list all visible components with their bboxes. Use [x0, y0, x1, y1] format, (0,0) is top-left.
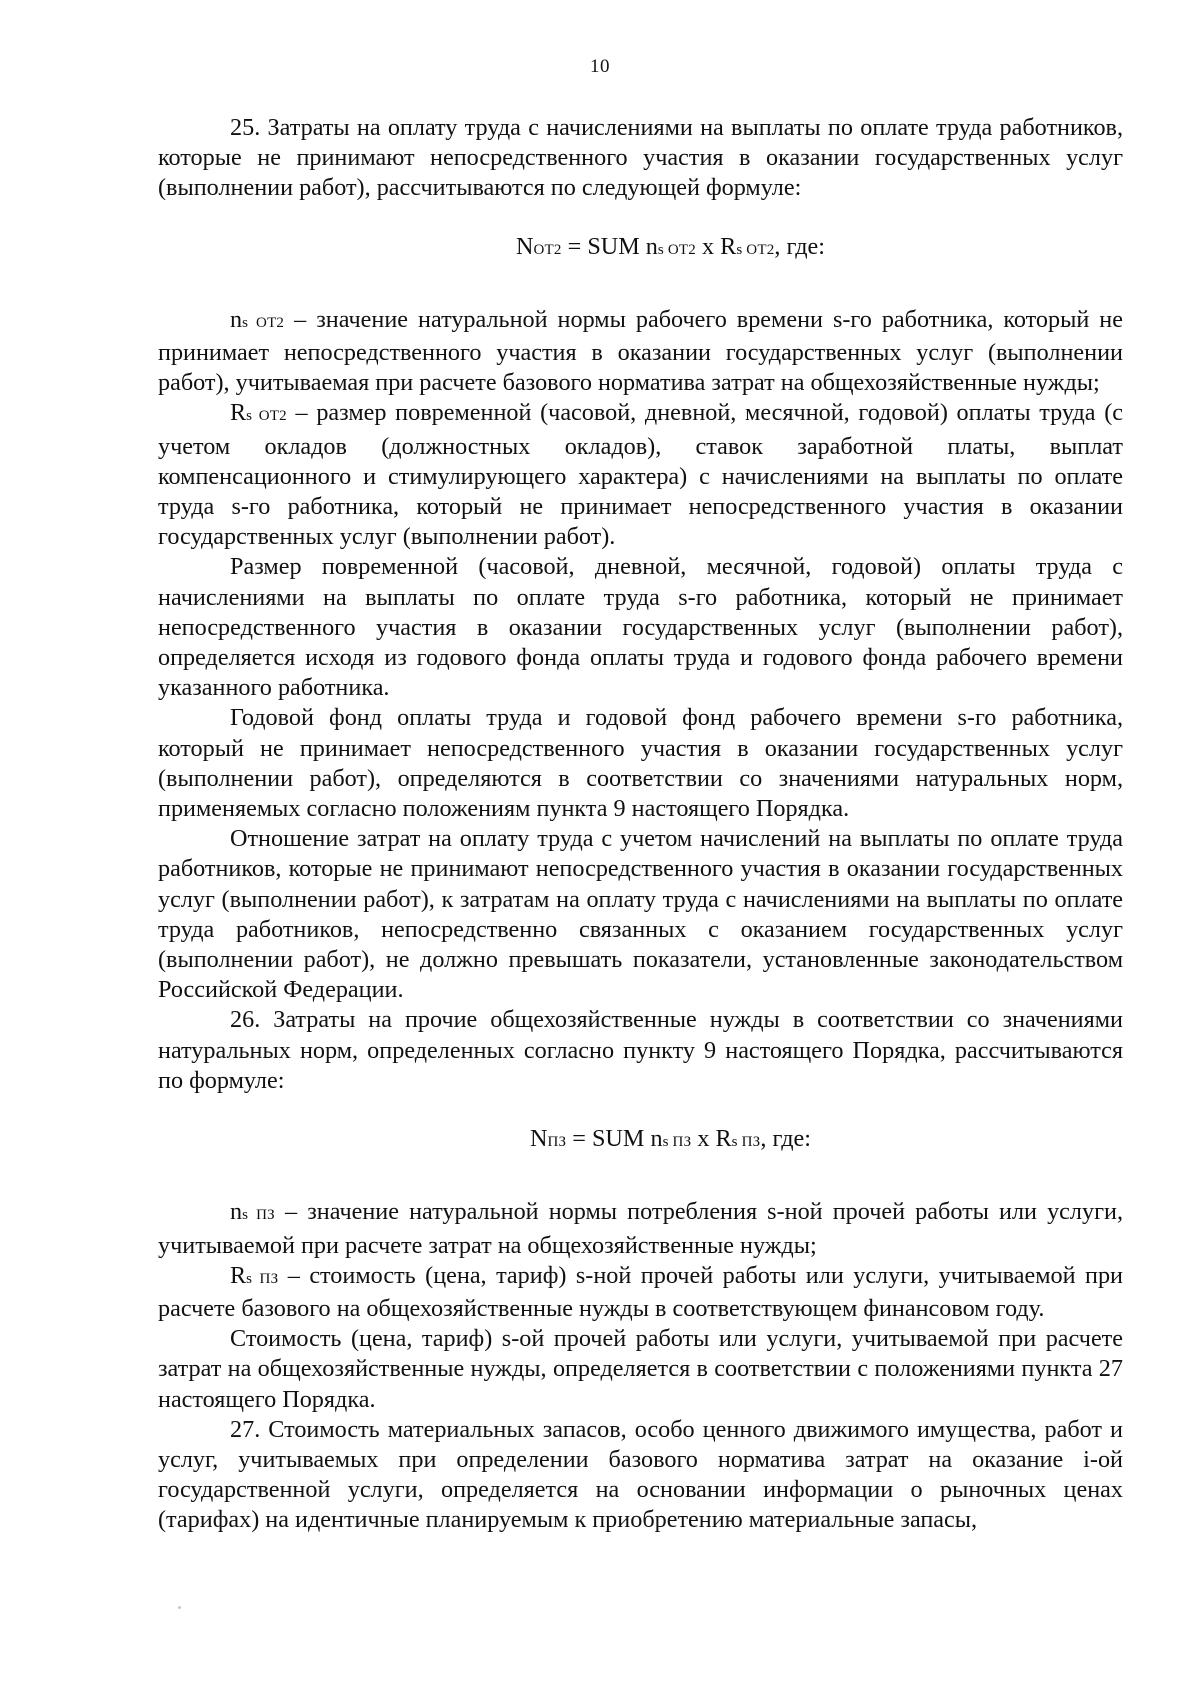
formula-mid: = SUM n	[561, 232, 658, 260]
formula-lhs: N	[530, 1125, 548, 1153]
symbol-r: R	[230, 399, 247, 427]
formula-times: x R	[691, 1125, 732, 1153]
formula-r-sub: s ПЗ	[731, 1134, 761, 1151]
symbol-n: n	[230, 305, 243, 333]
paragraph-27-intro: 27. Стоимость материальных запасов, особо ценного движимого имущества, работ и услуг, учитываемых при определении базового норматива затрат на оказание i-ой государственной услуги, определяется на основании информации о рыночных ценах (тарифах) на идентичные планируемым к приобретению материальные запасы,	[158, 1415, 1123, 1534]
definition-r-ot2	[158, 398, 1123, 552]
page-number: 10	[590, 56, 610, 77]
paragraph-size: Размер повременной (часовой, дневной, месячной, годовой) оплаты труда с начислениями на выплаты по оплате труда s-го работника, который не принимает непосредственного участия в оказании государственных услуг (выполнении работ), определяется исходя из годового фонда оплаты труда и годового фонда рабочего времени указанного работника.	[158, 553, 1123, 702]
paragraph-26-intro: 26. Затраты на прочие общехозяйственные нужды в соответствии со значениями натуральных норм, определенных согласно пункту 9 настоящего Порядка, рассчитываются по формуле:	[158, 1006, 1123, 1094]
symbol-n: n	[230, 1198, 243, 1226]
formula-not2	[158, 232, 1123, 265]
formula-lhs-sub: ПЗ	[547, 1134, 567, 1151]
formula-tail: , где:	[774, 232, 825, 260]
definition-r-pz	[158, 1261, 1123, 1324]
symbol-r-sub: s ПЗ	[246, 1270, 279, 1287]
formula-mid: = SUM n	[566, 1125, 663, 1153]
paragraph-cost: Стоимость (цена, тариф) s-ой прочей работы или услуги, учитываемой при расчете затрат на общехозяйственные нужды, определяется в соответствии с положениями пункта 27 настоящего Порядка.	[158, 1325, 1123, 1413]
symbol-n-sub: s ПЗ	[242, 1207, 275, 1224]
formula-npz	[158, 1124, 1123, 1157]
formula-times: x R	[695, 232, 737, 260]
symbol-r: R	[230, 1261, 247, 1289]
definition-text: – стоимость (цена, тариф) s-ной прочей работы или услуги, учитываемой при расчете базового на общехозяйственные нужды в соответствующем финансовом году.	[158, 1261, 1123, 1322]
paragraph-ratio: Отношение затрат на оплату труда с учетом начислений на выплаты по оплате труда работников, которые не принимают непосредственного участия в оказании государственных услуг (выполнении работ), к затратам на оплату труда с начислениями на выплаты по оплате труда работников, непосредственно связанных с оказанием государственных услуг (выполнении работ), не должно превышать показатели, установленные законодательством Российской Федерации.	[158, 825, 1123, 1004]
definition-text: – размер повременной (часовой, дневной, месячной, годовой) оплаты труда (с учетом окладов (должностных окладов), ставок заработной платы, выплат компенсационного и стимулирующего характера) с начислениями на выплаты по оплате труда s-го работника, который не принимает непосредственного участия в оказании государственных услуг (выполнении работ).	[158, 399, 1123, 551]
document-body	[158, 113, 1123, 1536]
definition-text: – значение натуральной нормы рабочего времени s-го работника, который не принимает непосредственного участия в оказании государственных услуг (выполнении работ), учитываемая при расчете базового норматива затрат на общехозяйственные нужды;	[158, 305, 1123, 397]
scan-artifact-dot	[178, 1606, 181, 1609]
formula-tail: , где:	[760, 1125, 811, 1153]
formula-lhs: N	[516, 232, 534, 260]
paragraph-25-intro: 25. Затраты на оплату труда с начислениями на выплаты по оплате труда работников, которые не принимают непосредственного участия в оказании государственных услуг (выполнении работ), рассчитываются по следующей формуле:	[158, 114, 1123, 202]
formula-n-sub: s ОТ2	[657, 241, 696, 258]
symbol-r-sub: s ОТ2	[246, 408, 287, 425]
definition-n-ot2	[158, 305, 1123, 399]
paragraph-fund: Годовой фонд оплаты труда и годовой фонд рабочего времени s-го работника, который не принимает непосредственного участия в оказании государственных услуг (выполнении работ), определяются в соответствии со значениями натуральных норм, применяемых согласно положениям пункта 9 настоящего Порядка.	[158, 704, 1123, 823]
formula-r-sub: s ОТ2	[736, 241, 775, 258]
formula-lhs-sub: ОТ2	[533, 241, 562, 258]
formula-n-sub: s ПЗ	[662, 1134, 692, 1151]
definition-n-pz	[158, 1197, 1123, 1260]
symbol-n-sub: s ОТ2	[242, 314, 285, 331]
definition-text: – значение натуральной нормы потребления s-ной прочей работы или услуги, учитываемой при расчете затрат на общехозяйственные нужды;	[158, 1198, 1123, 1259]
